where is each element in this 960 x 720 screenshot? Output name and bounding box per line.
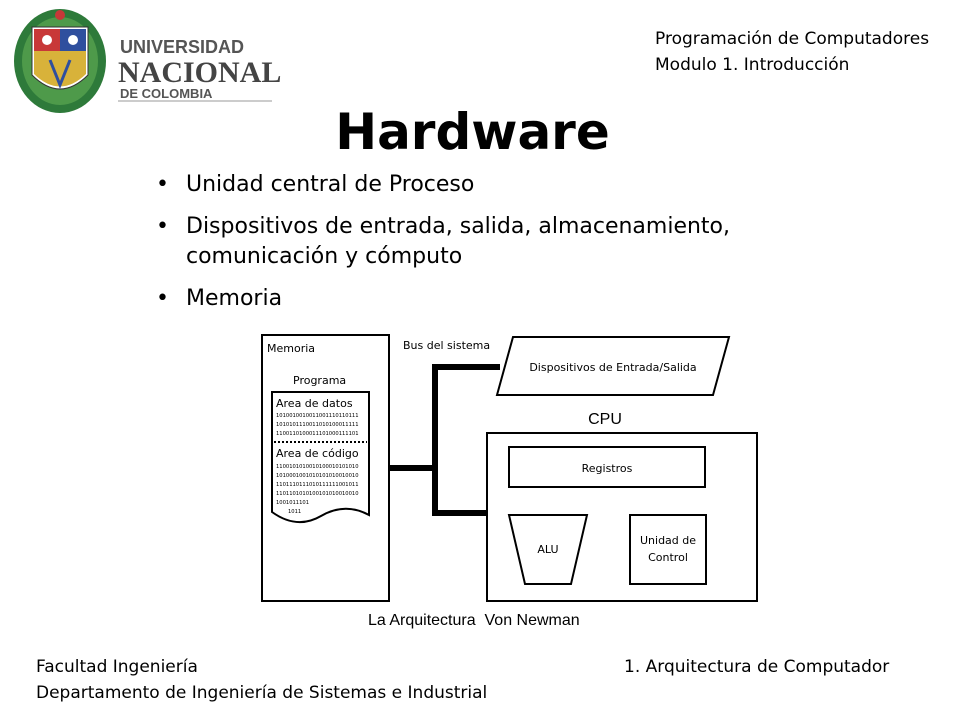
bullet-item: • Memoria <box>156 284 856 314</box>
svg-text:1100101010010100010101010: 1100101010010100010101010 <box>276 464 359 470</box>
header-course-info <box>655 26 929 78</box>
svg-text:1010010010011001110110111: 1010010010011001110110111 <box>276 413 359 419</box>
program-label: Programa <box>293 374 347 387</box>
memory-label: Memoria <box>267 342 316 355</box>
diagram-caption: La Arquitectura Von Newman <box>368 612 580 629</box>
svg-text:1101110111010111111001011: 1101110111010111111001011 <box>276 482 359 488</box>
control-unit-label-line2: Control <box>648 551 688 564</box>
svg-text:1101101010100101010010010: 1101101010100101010010010 <box>276 491 359 497</box>
slide-title: Hardware <box>335 103 610 161</box>
code-area-label: Area de código <box>276 447 359 460</box>
university-seal-icon <box>14 9 106 113</box>
bullet-dot-icon: • <box>156 214 169 239</box>
course-name: Programación de Computadores <box>655 29 930 49</box>
bullet-dot-icon: • <box>156 286 169 311</box>
svg-text:1100110100011101000111101: 1100110100011101000111101 <box>276 431 359 437</box>
footer-left <box>36 654 487 706</box>
svg-text:1010101110011010100011111: 1010101110011010100011111 <box>276 422 359 428</box>
registers-label: Registros <box>581 462 633 475</box>
svg-text:1011: 1011 <box>288 509 302 515</box>
faculty-name: Facultad Ingeniería <box>36 657 198 677</box>
cpu-label: CPU <box>588 411 622 428</box>
control-unit-label-line1: Unidad de <box>639 534 697 547</box>
bullet-dot-icon: • <box>156 172 169 197</box>
von-neumann-diagram <box>255 330 765 610</box>
logo-text-line1: UNIVERSIDAD <box>120 37 245 57</box>
module-name: Modulo 1. Introducción <box>655 55 850 75</box>
control-unit-box <box>630 515 706 584</box>
bullet-item: • Unidad central de Proceso <box>156 170 856 200</box>
io-devices-label: Dispositivos de Entrada/Salida <box>529 361 697 374</box>
university-logo <box>10 5 282 117</box>
svg-text:1001011101: 1001011101 <box>276 500 310 506</box>
bullet-item: • Dispositivos de entrada, salida, almacenamiento, comunicación y cómputo <box>156 214 731 269</box>
svg-text:1010001001010101010010010: 1010001001010101010010010 <box>276 473 359 479</box>
bullet-list <box>156 170 856 326</box>
footer-topic: 1. Arquitectura de Computador <box>624 657 890 677</box>
logo-text-line3: DE COLOMBIA <box>120 86 213 101</box>
department-name: Departamento de Ingeniería de Sistemas e Industrial <box>36 683 488 703</box>
logo-text-line2: NACIONAL <box>118 56 282 89</box>
bus-label: Bus del sistema <box>403 339 491 352</box>
data-area-label: Area de datos <box>276 397 353 410</box>
alu-label: ALU <box>537 543 559 556</box>
